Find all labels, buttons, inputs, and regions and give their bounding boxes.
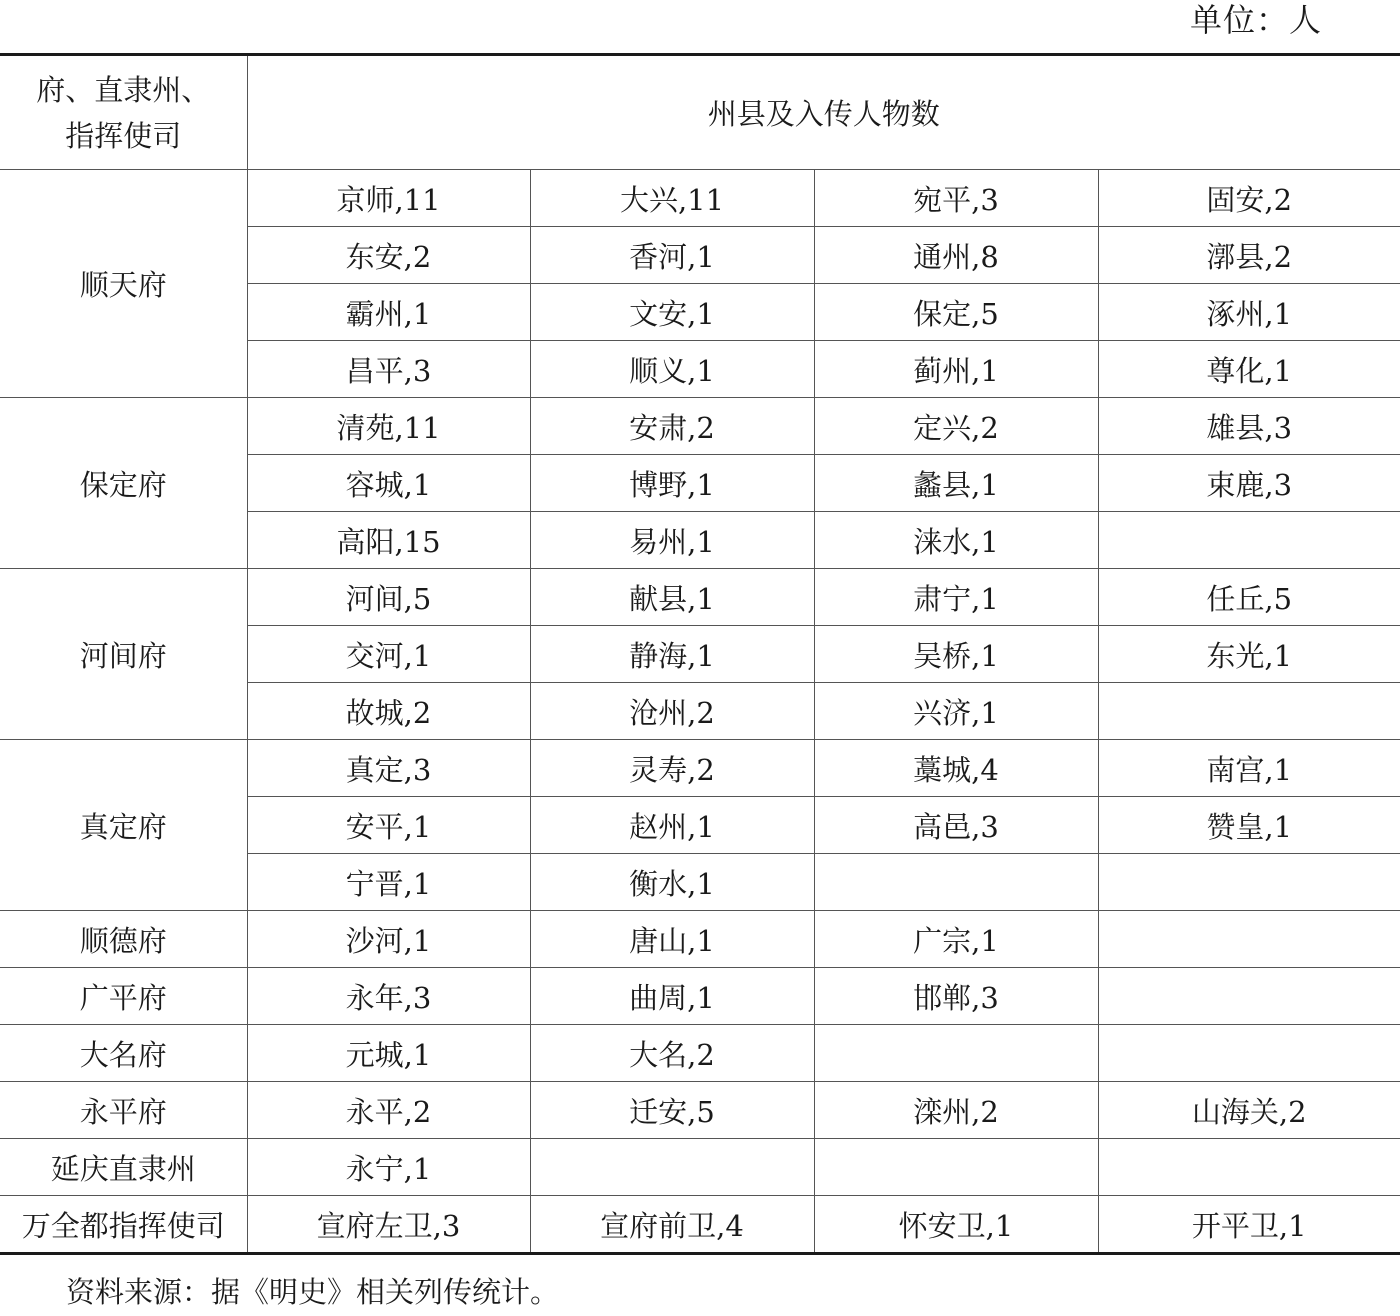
prefecture-name: 万全都指挥使司 xyxy=(0,1196,247,1254)
prefecture-name: 延庆直隶州 xyxy=(0,1139,247,1196)
county-cell xyxy=(1098,854,1400,911)
county-cell: 大名,2 xyxy=(530,1025,814,1082)
county-cell: 东光,1 xyxy=(1098,626,1400,683)
county-cell: 东安,2 xyxy=(247,227,530,284)
header-counties: 州县及入传人物数 xyxy=(247,55,1400,170)
county-cell: 唐山,1 xyxy=(530,911,814,968)
county-cell: 香河,1 xyxy=(530,227,814,284)
county-cell: 顺义,1 xyxy=(530,341,814,398)
table-row xyxy=(0,398,1400,455)
county-cell: 漷县,2 xyxy=(1098,227,1400,284)
county-cell: 蠡县,1 xyxy=(814,455,1098,512)
county-cell: 南宫,1 xyxy=(1098,740,1400,797)
county-cell xyxy=(1098,911,1400,968)
county-cell: 京师,11 xyxy=(247,170,530,227)
county-cell: 宛平,3 xyxy=(814,170,1098,227)
county-cell: 蓟州,1 xyxy=(814,341,1098,398)
county-cell xyxy=(1098,1025,1400,1082)
county-cell: 定兴,2 xyxy=(814,398,1098,455)
county-cell: 宁晋,1 xyxy=(247,854,530,911)
table-row xyxy=(0,1082,1400,1139)
county-cell: 高邑,3 xyxy=(814,797,1098,854)
county-cell: 安肃,2 xyxy=(530,398,814,455)
county-cell: 宣府左卫,3 xyxy=(247,1196,530,1254)
county-cell: 衡水,1 xyxy=(530,854,814,911)
county-cell xyxy=(814,1139,1098,1196)
county-cell: 灵寿,2 xyxy=(530,740,814,797)
county-cell: 元城,1 xyxy=(247,1025,530,1082)
header-prefecture xyxy=(0,55,247,170)
county-cell: 献县,1 xyxy=(530,569,814,626)
county-cell: 大兴,11 xyxy=(530,170,814,227)
county-cell xyxy=(814,1025,1098,1082)
prefecture-name: 河间府 xyxy=(0,569,247,740)
county-cell xyxy=(1098,1139,1400,1196)
county-cell: 涞水,1 xyxy=(814,512,1098,569)
unit-label: 单位：人 xyxy=(1189,1,1322,39)
source-note: 资料来源：据《明史》相关列传统计。 xyxy=(66,1275,560,1309)
county-cell: 迁安,5 xyxy=(530,1082,814,1139)
county-cell: 沙河,1 xyxy=(247,911,530,968)
county-cell: 肃宁,1 xyxy=(814,569,1098,626)
county-cell: 赞皇,1 xyxy=(1098,797,1400,854)
county-cell xyxy=(530,1139,814,1196)
prefecture-name: 大名府 xyxy=(0,1025,247,1082)
county-cell: 吴桥,1 xyxy=(814,626,1098,683)
county-cell: 博野,1 xyxy=(530,455,814,512)
prefecture-name: 顺天府 xyxy=(0,170,247,398)
county-cell: 文安,1 xyxy=(530,284,814,341)
prefecture-name: 保定府 xyxy=(0,398,247,569)
county-cell: 开平卫,1 xyxy=(1098,1196,1400,1254)
county-cell: 山海关,2 xyxy=(1098,1082,1400,1139)
table-row xyxy=(0,1025,1400,1082)
county-cell: 易州,1 xyxy=(530,512,814,569)
county-cell: 邯郸,3 xyxy=(814,968,1098,1025)
table-row xyxy=(0,170,1400,227)
county-cell: 兴济,1 xyxy=(814,683,1098,740)
table-body xyxy=(0,55,1400,1254)
county-cell: 清苑,11 xyxy=(247,398,530,455)
county-cell: 束鹿,3 xyxy=(1098,455,1400,512)
county-cell: 故城,2 xyxy=(247,683,530,740)
county-cell: 滦州,2 xyxy=(814,1082,1098,1139)
county-cell: 广宗,1 xyxy=(814,911,1098,968)
county-cell: 永宁,1 xyxy=(247,1139,530,1196)
county-cell: 固安,2 xyxy=(1098,170,1400,227)
county-cell xyxy=(1098,683,1400,740)
table-row xyxy=(0,968,1400,1025)
county-cell: 沧州,2 xyxy=(530,683,814,740)
county-cell xyxy=(1098,968,1400,1025)
county-cell: 静海,1 xyxy=(530,626,814,683)
county-cell: 涿州,1 xyxy=(1098,284,1400,341)
prefecture-name: 顺德府 xyxy=(0,911,247,968)
county-cell xyxy=(1098,512,1400,569)
header-prefecture-line2: 指挥使司 xyxy=(65,118,182,153)
county-cell: 安平,1 xyxy=(247,797,530,854)
county-cell: 昌平,3 xyxy=(247,341,530,398)
table-row xyxy=(0,569,1400,626)
statistics-table xyxy=(0,53,1400,1255)
county-cell: 保定,5 xyxy=(814,284,1098,341)
county-cell: 交河,1 xyxy=(247,626,530,683)
county-cell: 宣府前卫,4 xyxy=(530,1196,814,1254)
county-cell: 高阳,15 xyxy=(247,512,530,569)
county-cell: 藁城,4 xyxy=(814,740,1098,797)
county-cell: 容城,1 xyxy=(247,455,530,512)
county-cell: 曲周,1 xyxy=(530,968,814,1025)
county-cell: 雄县,3 xyxy=(1098,398,1400,455)
prefecture-name: 永平府 xyxy=(0,1082,247,1139)
county-cell xyxy=(814,854,1098,911)
county-cell: 尊化,1 xyxy=(1098,341,1400,398)
county-cell: 河间,5 xyxy=(247,569,530,626)
table-row xyxy=(0,740,1400,797)
prefecture-name: 真定府 xyxy=(0,740,247,911)
county-cell: 赵州,1 xyxy=(530,797,814,854)
county-cell: 永平,2 xyxy=(247,1082,530,1139)
prefecture-name: 广平府 xyxy=(0,968,247,1025)
header-prefecture-line1: 府、直隶州、 xyxy=(36,72,211,107)
table-row xyxy=(0,911,1400,968)
county-cell: 怀安卫,1 xyxy=(814,1196,1098,1254)
county-cell: 真定,3 xyxy=(247,740,530,797)
county-cell: 霸州,1 xyxy=(247,284,530,341)
county-cell: 永年,3 xyxy=(247,968,530,1025)
table-header-row xyxy=(0,55,1400,170)
county-cell: 通州,8 xyxy=(814,227,1098,284)
county-cell: 任丘,5 xyxy=(1098,569,1400,626)
table-row xyxy=(0,1196,1400,1254)
table-row xyxy=(0,1139,1400,1196)
